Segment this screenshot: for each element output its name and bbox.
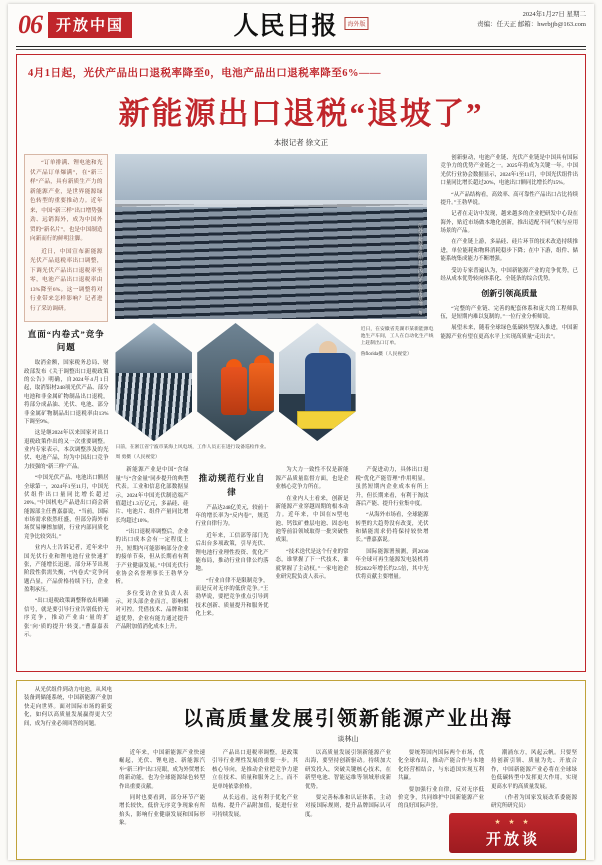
paragraph: 为大力一致性不仅是新能源产品质量监督方面，也是企业核心竞争力所在。 <box>275 467 349 491</box>
paragraph: 同时也要看到，部分环节产能增长较快，低价无序竞争现象有所抬头，影响行业健康发展和国际形象。 <box>119 794 205 826</box>
paper-sheet <box>8 4 594 860</box>
paragraph: 多位受访企业负责人表示，对头部企业而言，影响相对可控。凭借技术、品牌和渠道优势，企业有能力通过提升产品附加值消化成本上升。 <box>115 590 189 631</box>
bottom-note-column <box>24 686 112 830</box>
paragraph: 创新驱动，电池产业链、光伏产业链是中国具有国际竞争力的优势产业链之一。2025年将成为关键一年。中国光伏行业协会数据显示，2024年1至11月，中国光伏组件出口量同比增长超过20%，电池出口额同比增长约15%。 <box>440 155 578 187</box>
stamp-stars: ★ ★ ★ <box>494 818 532 826</box>
paragraph: 在产业链上游，多晶硅、硅片环节的技术改造持续推进，单位能耗和物料消耗稳步下降；在中下游，组件、储能系统集成能力不断增强。 <box>440 239 578 263</box>
worker-body <box>221 367 247 415</box>
photo-battery-line <box>279 323 356 441</box>
paragraph: 业内人士告诉记者，近年来中国光伏行业和锂电池行业快速扩张，产能增长迅速，部分环节出现阶段性供需失衡，“内卷式”竞争问题凸显，产品价格持续下行，企业盈利承压。 <box>24 545 109 594</box>
bottom-column-2 <box>212 749 298 830</box>
paragraph: 近年来，工信部等部门先后出台多项政策，引导光伏、锂电池行业理性投资、优化产能布局，推动行业自律公约落地。 <box>195 532 269 573</box>
masthead-rule-thin <box>16 49 586 50</box>
paragraph: （作者为国家发展改革委能源研究所研究员） <box>491 794 577 810</box>
dateline-date: 2024年1月27日 星期二 <box>522 11 586 18</box>
article-column-3 <box>195 466 268 634</box>
center-block <box>115 154 433 642</box>
article-column-2 <box>115 466 188 634</box>
paragraph: 以高质量发展引领新能源产业出海，要坚持创新驱动。持续加大研发投入，突破关键核心技术，在新型电池、智能运维等领域形成新优势。 <box>305 750 391 790</box>
photo-offshore-piles <box>115 323 192 441</box>
paragraph: 国际能源署预测，到2030年全球可再生能源发电装机将较2022年增长约2.5倍，其中光伏将贡献主要增量。 <box>355 548 429 580</box>
paragraph: “从产品结构看，高效率、高可靠性产品出口占比持续提升。”王勃华说。 <box>440 191 578 206</box>
paragraph: 记者在走访中发现，越来越多的企业把研发中心设在海外，贴近市场做本地化创新，推出适配不同气候与应用场景的产品。 <box>440 211 578 234</box>
paragraph: “出口退税政策调整释放出明确信号，就是要引导行业告别低价无序竞争，推动产业由‘量的扩张’向‘质的提升’转变。”曹嘉嘉表示。 <box>24 598 109 638</box>
paragraph: 潮涌东方，风起云帆。只要坚持创新引领、质量为先、开放合作，中国新能源产业必将在全球绿色低碳转型中发挥更大作用，实现更高水平的高质量发展。 <box>491 750 577 790</box>
paragraph: 产促进动力，具体出口退税“优化产能管理”作用明显。虽然短期内企业成本有所上升，但长期来看，有利于淘汰落后产能、提升行业集中度。 <box>355 467 429 507</box>
paragraph: “中国光伏产品、电池出口额居全球第一，2024年1至11月，中国光伏组件出口量同比增长超过20%。”中国机电产品进出口商会新能源部主任曹嘉嘉说，“当前，国际市场需求依然旺盛，但部分海外市场贸易摩擦加剧，行业内部同质化竞争比较突出。” <box>24 475 109 540</box>
bottom-headline: 以高质量发展引领新能源产业出海 <box>183 708 513 730</box>
hex-caption-right: 近日，在安徽省芜湖市某新能源电池生产车间，工人在自动化生产线上赶制出口订单。 <box>360 327 434 347</box>
paper-name: 人民日报 <box>233 13 338 40</box>
subhead-3: 创新引领高质量 <box>481 289 538 299</box>
paragraph: 展望未来，随着全球绿色低碳转型深入推进，中国新能源产业有望在更高水平上实现高质量“走出去”。 <box>440 325 578 340</box>
article-column-6 <box>440 154 578 642</box>
bottom-note: 从光伏组件到动力电池，从风电装备到储能系统，中国新能源产业加快走向世界。面对国际市场的新变化，如何以高质量发展赢得更大空间，成为行业必须回答的问题。 <box>24 687 112 727</box>
photo-sky <box>115 154 427 204</box>
paragraph: “从海外市场看，全球能源转型的大趋势没有改变，光伏和储能需求仍将保持较快增长。”曹嘉嘉说。 <box>355 512 429 544</box>
lead-paragraph: “订单排满、锂电池和光伏产品订单爆满”，在“新三样”产品，具有新质生产力的新能源产业，是世界能源绿色转型的重要推动力。近年来，中国“新三样”出口增势强劲、远销海外，成为中国外贸的“新名片”，也是中国制造向新而行的鲜明注脚。 <box>30 160 103 242</box>
subhead-1: 直面“内卷式”竞争问题 <box>27 329 105 353</box>
photo-piles <box>115 373 192 441</box>
paragraph: 这是继2024年以来国家对出口退税政策作出的又一次重要调整。业内专家表示，本次调整涉及的光伏、电池产品，均为中国出口竞争力较强的“新三样”产品。 <box>24 430 109 470</box>
paragraph: 在业内人士看来，创新是新能源产业穿越周期的根本动力。近年来，中国在N型电池、钙钛矿叠层电池、固态电池等前沿领域取得一批突破性成果。 <box>275 495 349 544</box>
stamp-text: 开放谈 <box>485 832 540 848</box>
paragraph: “技术迭代是这个行业的常态，谁掌握了下一代技术，谁就掌握了主动权。”一家电池企业研究院负责人表示。 <box>275 548 349 580</box>
article-column-5 <box>355 466 428 634</box>
paragraph: “完整的产业链、完善的配套体系和庞大的工程师队伍，是短期内难以复制的。”一位行业分析师说。 <box>440 305 578 321</box>
paragraph: 要统筹国内国际两个市场，优化全球布局，推动产能合作与本地化经营相结合，与东道国实现互利共赢。 <box>398 750 484 782</box>
paragraph: 要加强行业自律，反对无序低价竞争，共同维护中国新能源产业的良好国际声誉。 <box>398 786 484 810</box>
dateline-editor: 责编：任天正 邮箱：hwrbjjb@163.com <box>477 20 586 28</box>
dateline <box>477 10 586 30</box>
masthead-rule-thick <box>16 46 586 47</box>
page-number: 06 <box>18 10 42 39</box>
photo-horizon-band <box>115 200 427 207</box>
article-column-4 <box>275 466 348 634</box>
photo-solar-farm <box>115 154 427 319</box>
paragraph: 取消金额，国家税务总局、财政部发布《关于调整出口退税政策的公告》明确，自2024年4月1日起，取消铝材248项光伏产品、部分电池和非金属矿物制品出口退税，将部分成品油、光伏、电池、部分非金属矿物制品出口退税率由13%下调至9%。 <box>24 360 109 425</box>
masthead <box>8 4 594 50</box>
column-stamp <box>449 813 577 853</box>
paragraph: 近年来，中国新能源产业快速崛起，光伏、锂电池、新能源汽车“新三样”出口亮眼，成为外贸增长的新动能，也为全球能源绿色转型作出重要贡献。 <box>119 750 205 790</box>
bottom-columns <box>24 686 578 830</box>
lead-box <box>24 154 108 322</box>
paragraph: “出口退税率调整后，企业的出口成本会有一定程度上升，短期内可能影响部分企业的接单节奏，但从长期看有利于产业健康发展。”中国光伏行业协会名誉理事长王勃华分析。 <box>115 529 189 586</box>
article-shoulder: 4月1日起，光伏产品出口退税率降至0，电池产品出口退税率降至6%—— <box>28 68 381 79</box>
paragraph: 新能源产业是中国“含绿量”与“含金量”同步提升的典型代表。工业和信息化部数据显示，2024年中国光伏制造端产值超过1.3万亿元，多晶硅、硅片、电池片、组件产量同比增长均超过10%。 <box>115 467 189 524</box>
bottom-byline: 谈林山 <box>337 735 359 743</box>
hex-credit-left: 周 勇摄（人民视觉） <box>115 455 160 461</box>
paper-seal: 海外版 <box>345 17 369 30</box>
paragraph: 产品达248亿美元，较前十年的增长率为“反内卷”，规范行业自律行为。 <box>195 504 269 528</box>
bottom-article <box>16 680 586 860</box>
section-tag: 开放中国 <box>48 12 132 38</box>
article-headline: 新能源出口退税“退坡了” <box>118 96 484 131</box>
photo-hex-row <box>115 323 433 441</box>
lead-paragraph: 近日，中国宣布新能源光伏产品退税率出口调整，下调光伏产品出口退税率至零，电池产品出口退税率由13%降至6%。这一调整将对行业带来怎样影响？记者进行了采访调研。 <box>30 248 103 312</box>
subhead-2: 推动规范行业自律 <box>198 473 266 497</box>
article-columns <box>24 154 578 642</box>
article-byline: 本报记者 徐文正 <box>273 138 329 147</box>
worker-body <box>249 363 274 411</box>
paragraph: 产品出口退税率调整，是政策引导行业理性发展的重要一步。其核心导向，是推动企业把竞争力建立在技术、质量和服务之上，而不是单纯依靠价格。 <box>212 750 298 790</box>
hex-caption-left: 日前，在浙江省宁波市某海上风电场，工作人员正在进行设备巡检作业。 <box>115 445 269 450</box>
paragraph: “行业自律不是限制竞争，而是反对无序的低价竞争。”王勃华说，要把竞争重点引导到技术创新、质量提升和服务优化上来。 <box>195 577 269 618</box>
photo-workers <box>197 323 274 441</box>
article-column-1 <box>24 154 108 642</box>
paragraph: 从长远看，这有利于优化产业结构、提升产品附加值，促进行业可持续发展。 <box>212 794 298 818</box>
photo-main-caption: 江苏省盐城市射阳县境内的光伏发电基地一角 <box>418 223 424 315</box>
center-text-columns <box>115 466 433 634</box>
bottom-column-3 <box>305 749 391 830</box>
bottom-main <box>119 686 577 830</box>
main-article <box>16 54 586 672</box>
operator-body <box>305 353 351 411</box>
photo-panel-rows <box>115 204 427 320</box>
battery-cell <box>297 411 356 429</box>
hex-caption-block <box>361 323 434 358</box>
nameplate <box>233 6 368 42</box>
paragraph: 受访专家普遍认为，中国新能源产业的竞争优势，已经从成本优势转向体系化、全链条的综合优势。 <box>440 267 578 282</box>
hex-credit-right: 鲁florida摄（人民视觉） <box>360 351 412 357</box>
paragraph: 要完善标准和认证体系，主动对接国际规则，提升品牌国际认可度。 <box>305 794 391 818</box>
page-number-block <box>18 10 132 40</box>
bottom-column-1 <box>119 749 205 830</box>
